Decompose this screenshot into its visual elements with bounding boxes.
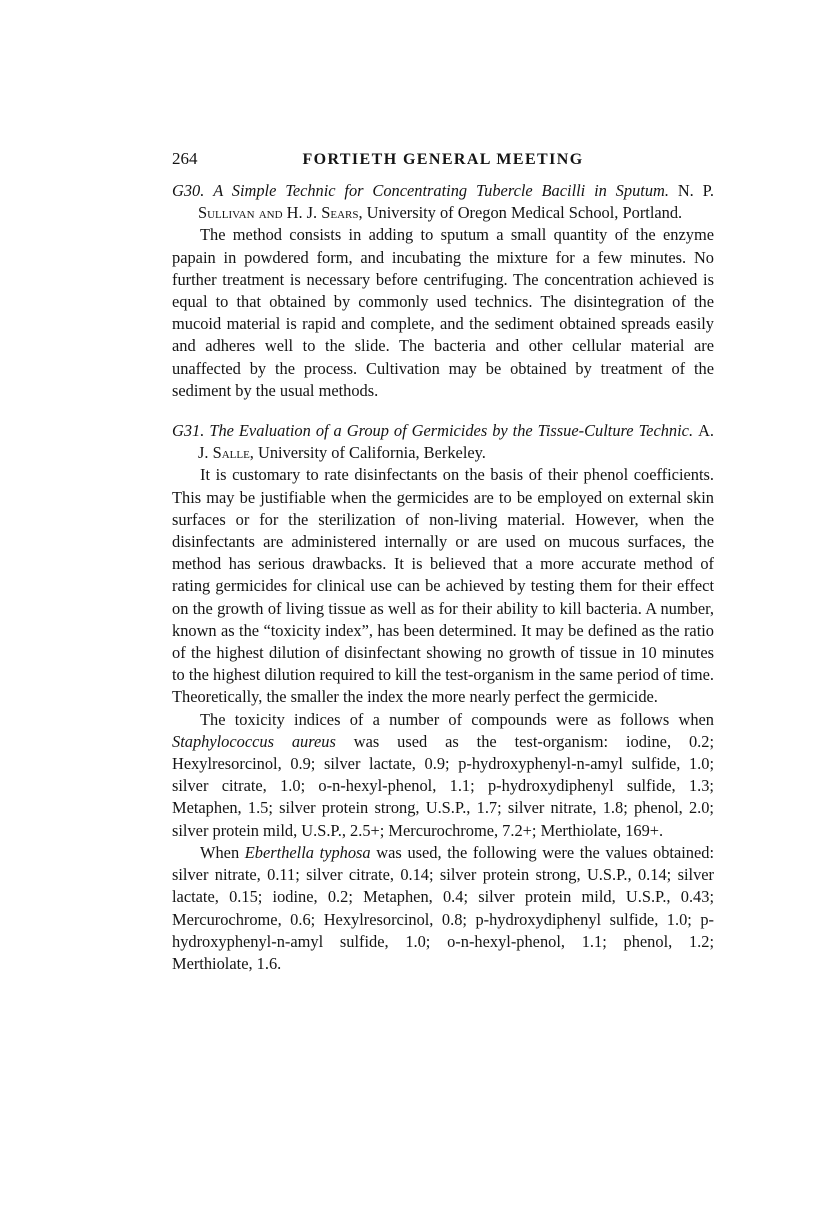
abstract-title: The Evaluation of a Group of Germicides by the Tissue-Culture Technic. bbox=[209, 421, 694, 441]
abstract-g31-paragraph-2: The toxicity indices of a number of compounds were as follows when Staphylococcus aureus was used as the test-organism: iodine, 0.2; Hexylresorcinol, 0.9; silver lactate, 0.9; p-hydroxyphenyl-n-amyl sulfide, 1.0; silver citrate, 1.0; o-n-hexyl-phenol, 1.1; p-hydroxydiphenyl sulfide, 1.3; Metaphen, 1.5; silver protein strong, U.S.P., 1.7; silver nitrate, 1.8; phenol, 2.0; silver protein mild, U.S.P., 2.5+; Mercurochrome, 7.2+; Merthiolate, 169+. bbox=[172, 709, 715, 840]
author-affiliation: , University of Oregon Medical School, Portland. bbox=[358, 203, 683, 223]
organism-name: Staphylococcus aureus bbox=[172, 731, 336, 751]
page bbox=[172, 148, 714, 975]
page-number: 264 bbox=[172, 149, 198, 168]
abstract-g30-body: The method consists in adding to sputum a small quantity of the enzyme papain in powdered form, and incubating the mixture for a few minutes. No further treatment is necessary before centrifuging. The concentration achieved is equal to that obtained by commonly used technics. The disintegration of the mucoid material is rapid and complete, and the sediment obtained spreads easily and adheres well to the slide. The bacteria and other cellular material are unaffected by the process. Cultivation may be obtained by treatment of the sediment by the usual methods. bbox=[172, 225, 714, 400]
abstract-code: G30. bbox=[172, 181, 205, 200]
running-head bbox=[172, 148, 714, 172]
author-name: H. J. Sears bbox=[286, 203, 359, 223]
abstract-g31-heading bbox=[172, 420, 714, 464]
author-name: N. P. Sullivan bbox=[198, 181, 714, 223]
abstract-g31-paragraph-3: When Eberthella typhosa was used, the following were the values obtained: silver nitrate, 0.11; silver citrate, 0.14; silver protein strong, U.S.P., 0.14; silver lactate, 0.15; iodine, 0.2; Metaphen, 0.4; silver protein mild, U.S.P., 0.43; Mercurochrome, 0.6; Hexylresorcinol, 0.8; p-hydroxydiphenyl sulfide, 1.0; p-hydroxyphenyl-n-amyl sulfide, 1.0; o-n-hexyl-phenol, 1.1; phenol, 1.2; Merthiolate, 1.6. bbox=[172, 842, 715, 973]
abstract-g30-heading bbox=[172, 180, 714, 224]
running-title: FORTIETH GENERAL MEETING bbox=[302, 151, 584, 168]
author-conjunction: and bbox=[258, 203, 283, 223]
organism-name: Eberthella typhosa bbox=[244, 842, 371, 862]
abstract-code: G31. bbox=[172, 421, 205, 441]
abstract-title: A Simple Technic for Concentrating Tubercle Bacilli in Sputum. bbox=[213, 181, 669, 200]
author-affiliation: , University of California, Berkeley. bbox=[249, 443, 486, 463]
abstract-g31-paragraph-1: It is customary to rate disinfectants on the basis of their phenol coefficients. This may be justifiable when the germicides are to be employed on external skin surfaces or for the sterilization of non-living material. However, when the disinfectants are administered internally or are used on mucous surfaces, the method has serious drawbacks. It is believed that a more accurate method of rating germicides for clinical use can be achieved by testing them for their effect on the growth of living tissue as well as for their ability to kill bacteria. A number, known as the “toxicity index”, has been determined. It may be defined as the ratio of the highest dilution of disinfectant showing no growth of tissue in 10 minutes to the highest dilution required to kill the test-organism in the same period of time. Theoretically, the smaller the index the more nearly perfect the germicide. bbox=[172, 465, 714, 707]
author-name: A. J. Salle bbox=[198, 421, 714, 463]
